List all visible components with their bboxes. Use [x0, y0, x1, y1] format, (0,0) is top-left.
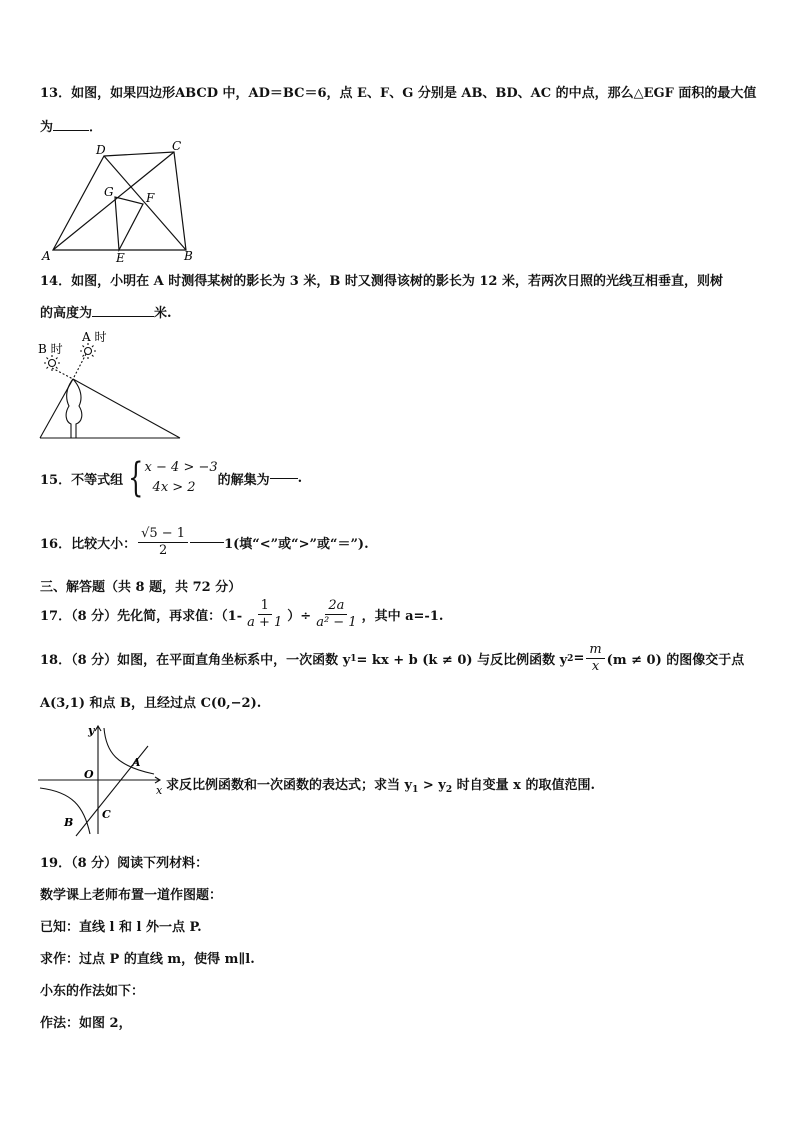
- q16-line: [40, 526, 369, 559]
- q18-task-b: > y: [418, 778, 446, 793]
- q13-line2-prefix: 为: [40, 120, 54, 135]
- q15-inequality-system: { x − 4 > −3 4x > 2: [128, 455, 218, 501]
- q14-line2-prefix: 的高度为: [40, 306, 93, 321]
- q13-label-g: G: [104, 185, 114, 199]
- q13-label-f: F: [146, 191, 155, 205]
- q14-tree-shadow-figure: [36, 330, 186, 442]
- q15-inequality-1: x − 4 > −3: [144, 460, 218, 475]
- q13-diagonal-bd: [104, 156, 186, 250]
- q16-prefix: 16．比较大小：: [40, 537, 137, 552]
- q14-tree-icon: [66, 379, 82, 438]
- q18-task-c: 时自变量 x 的取值范围.: [452, 778, 595, 793]
- q18-label-a: A: [132, 756, 141, 769]
- q19-line3: 已知：直线 l 和 l 外一点 P.: [40, 920, 202, 935]
- q13-label-e: E: [116, 251, 125, 264]
- q19-line1: 19．（8 分）阅读下列材料：: [40, 856, 209, 871]
- q14-ray-a-dashed: [73, 354, 86, 379]
- q13-label-c: C: [172, 139, 182, 153]
- q14-label-b-time: B 时: [38, 342, 63, 356]
- q13-line2: [40, 116, 102, 135]
- q19-line5: 小东的作法如下：: [40, 984, 145, 999]
- q17-mid: ）÷: [287, 609, 312, 624]
- q17-prefix: 17．（8 分）先化简，再求值：（1-: [40, 609, 243, 624]
- q17-fraction-1-den: a + 1: [247, 615, 283, 630]
- q14-sun-b-icon: [49, 360, 56, 367]
- q17-line: [40, 598, 443, 631]
- q18-fraction-den: x: [591, 659, 600, 674]
- q18-label-y: y: [88, 724, 95, 737]
- q18-fraction: [586, 642, 604, 675]
- q18-coordinate-graph: [36, 722, 166, 838]
- q16-suffix: 1(填“<”或“>”或“＝”).: [224, 537, 369, 552]
- q19-line4: 求作：过点 P 的直线 m，使得 m∥l.: [40, 952, 255, 967]
- section3-heading: 三、解答题（共 8 题，共 72 分）: [40, 580, 242, 595]
- q18-label-c: C: [102, 808, 111, 821]
- q18-label-x: x: [156, 784, 163, 797]
- q18-task: [166, 774, 595, 795]
- q14-line2-suffix: 米.: [154, 306, 172, 321]
- q15-answer-blank: [270, 478, 298, 479]
- q15-line: [40, 455, 303, 501]
- q15-prefix: 15．不等式组: [40, 472, 124, 488]
- q18-line1-c: =: [573, 651, 585, 666]
- q13-line1: 13．如图，如果四边形ABCD 中，AD＝BC＝6，点 E、F、G 分别是 AB、BD、AC 的中点，那么△EGF 面积的最大值: [40, 86, 757, 101]
- q18-task-sub-1: 1: [412, 785, 419, 795]
- q14-line2: [40, 302, 172, 321]
- q13-line2-suffix: ．: [89, 120, 103, 135]
- q14-answer-blank: [92, 316, 154, 317]
- q15-suffix-b: .: [297, 470, 303, 486]
- q18-line2: A(3,1) 和点 B，且经过点 C(0,−2).: [40, 696, 262, 711]
- q17-fraction-2-den: a² − 1: [316, 615, 357, 630]
- q14-ray-b: [73, 379, 180, 438]
- q13-label-a: A: [42, 249, 51, 263]
- q18-line1-d: (m ≠ 0) 的图像交于点: [606, 653, 745, 668]
- q13-triangle-egf: [115, 197, 143, 250]
- q14-line1: 14．如图，小明在 A 时测得某树的影长为 3 米，B 时又测得该树的影长为 12 米，若两次日照的光线互相垂直，则树: [40, 274, 723, 289]
- q17-suffix: ，其中 a=-1.: [361, 609, 444, 624]
- q17-fraction-2: [313, 598, 359, 631]
- q18-sub-1: 1: [350, 653, 357, 664]
- q18-line1: [40, 642, 744, 675]
- q13-quad-outline: [53, 152, 186, 250]
- q18-label-b: B: [64, 816, 74, 829]
- q18-hyperbola-q1: [104, 728, 154, 774]
- q18-fraction-num: m: [586, 642, 604, 659]
- q14-ray-b-dashed: [52, 368, 73, 379]
- q19-line2: 数学课上老师布置一道作图题：: [40, 888, 223, 903]
- q19-line6: 作法：如图 2，: [40, 1016, 132, 1031]
- q15-inequality-2: 4x > 2: [152, 480, 196, 495]
- q17-fraction-2-num: 2a: [325, 598, 347, 615]
- q18-line1-a: 18．（8 分）如图，在平面直角坐标系中，一次函数 y: [40, 653, 351, 668]
- q14-label-a-time: A 时: [82, 330, 107, 344]
- q17-fraction-1: [244, 598, 285, 631]
- q16-fraction-num: √5 − 1: [138, 526, 188, 543]
- q13-answer-blank: [53, 130, 89, 131]
- q16-answer-blank: [190, 542, 224, 543]
- q14-sun-a-icon: [85, 348, 92, 355]
- q16-fraction-den: 2: [158, 543, 168, 558]
- q18-label-o: O: [84, 768, 94, 781]
- q13-label-b: B: [184, 249, 193, 263]
- q13-quadrilateral-figure: [38, 136, 208, 264]
- q17-fraction-1-num: 1: [258, 598, 272, 615]
- q18-line1-b: = kx + b (k ≠ 0) 与反比例函数 y: [356, 653, 568, 668]
- q15-suffix-a: 的解集为: [217, 472, 270, 488]
- q16-fraction: [138, 526, 188, 559]
- q13-label-d: D: [96, 143, 106, 157]
- q18-sub-2: 2: [567, 653, 574, 664]
- q18-task-sub-2: 2: [445, 785, 453, 795]
- q18-task-a: 求反比例函数和一次函数的表达式；求当 y: [166, 778, 413, 793]
